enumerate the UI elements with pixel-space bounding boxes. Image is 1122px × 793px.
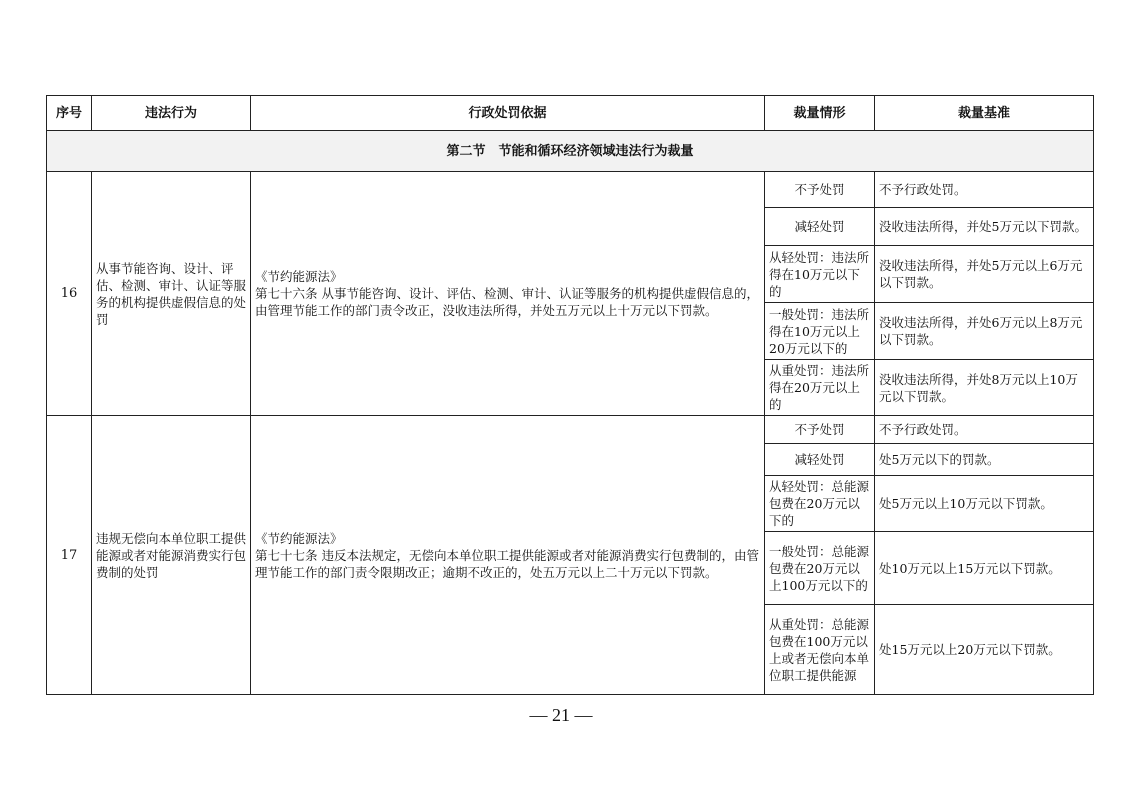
circumstance-cell: 一般处罚：违法所得在10万元以上20万元以下的 xyxy=(765,303,875,360)
circumstance-cell: 从轻处罚：违法所得在10万元以下的 xyxy=(765,246,875,303)
violation-cell: 违规无偿向本单位职工提供能源或者对能源消费实行包费制的处罚 xyxy=(92,416,251,695)
circumstance-cell: 从重处罚：违法所得在20万元以上的 xyxy=(765,360,875,416)
standard-cell: 处10万元以上15万元以下罚款。 xyxy=(875,532,1094,605)
standard-cell: 处5万元以下的罚款。 xyxy=(875,444,1094,476)
violation-cell: 从事节能咨询、设计、评估、检测、审计、认证等服务的机构提供虚假信息的处罚 xyxy=(92,172,251,416)
standard-cell: 不予行政处罚。 xyxy=(875,172,1094,208)
standard-cell: 不予行政处罚。 xyxy=(875,416,1094,444)
circumstance-cell: 不予处罚 xyxy=(765,416,875,444)
entry-number: 17 xyxy=(47,416,92,695)
page-number: — 21 — xyxy=(529,705,593,725)
standard-cell: 没收违法所得，并处5万元以上6万元以下罚款。 xyxy=(875,246,1094,303)
section-row xyxy=(47,131,1094,172)
basis-title: 《节约能源法》 xyxy=(255,269,343,284)
header-violation: 违法行为 xyxy=(92,96,251,131)
circumstance-cell: 减轻处罚 xyxy=(765,208,875,246)
header-basis: 行政处罚依据 xyxy=(251,96,765,131)
header-circumstance: 裁量情形 xyxy=(765,96,875,131)
circumstance-cell: 从重处罚：总能源包费在100万元以上或者无偿向本单位职工提供能源 xyxy=(765,605,875,695)
section-title: 第二节 节能和循环经济领域违法行为裁量 xyxy=(47,131,1094,172)
circumstance-cell: 减轻处罚 xyxy=(765,444,875,476)
circumstance-cell: 不予处罚 xyxy=(765,172,875,208)
header-standard: 裁量基准 xyxy=(875,96,1094,131)
standard-cell: 处5万元以上10万元以下罚款。 xyxy=(875,476,1094,532)
standard-cell: 处15万元以上20万元以下罚款。 xyxy=(875,605,1094,695)
basis-cell xyxy=(251,416,765,695)
standard-cell: 没收违法所得，并处8万元以上10万元以下罚款。 xyxy=(875,360,1094,416)
entry-number: 16 xyxy=(47,172,92,416)
basis-text: 第七十六条 从事节能咨询、设计、评估、检测、审计、认证等服务的机构提供虚假信息的，由管理节能工作的部门责令改正，没收违法所得，并处五万元以上十万元以下罚款。 xyxy=(255,286,759,318)
basis-cell xyxy=(251,172,765,416)
basis-text: 第七十七条 违反本法规定，无偿向本单位职工提供能源或者对能源消费实行包费制的，由管理节能工作的部门责令限期改正；逾期不改正的，处五万元以上二十万元以下罚款。 xyxy=(255,547,759,580)
circumstance-cell: 一般处罚：总能源包费在20万元以上100万元以下的 xyxy=(765,532,875,605)
standard-cell: 没收违法所得，并处5万元以下罚款。 xyxy=(875,208,1094,246)
header-row xyxy=(47,96,1094,131)
basis-title: 《节约能源法》 xyxy=(255,530,343,546)
header-no: 序号 xyxy=(47,96,92,131)
penalty-table xyxy=(46,95,1094,695)
standard-cell: 没收违法所得，并处6万元以上8万元以下罚款。 xyxy=(875,303,1094,360)
circumstance-cell: 从轻处罚：总能源包费在20万元以下的 xyxy=(765,476,875,532)
table-row xyxy=(47,172,1094,208)
table-row xyxy=(47,416,1094,444)
